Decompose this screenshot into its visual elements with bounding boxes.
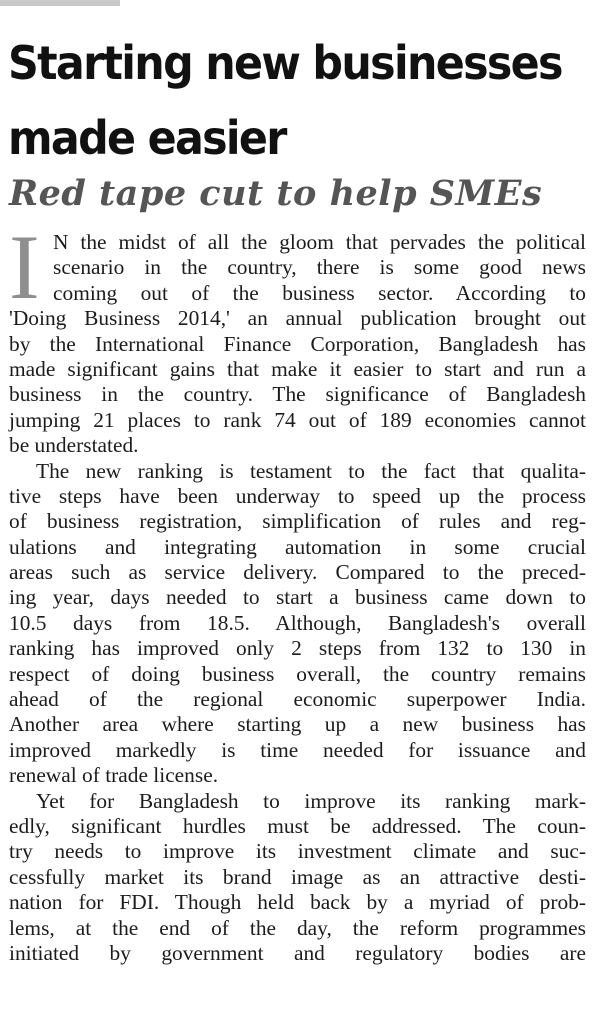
text-line: ranking has improved only 2 steps from 132 to 130 in	[9, 636, 586, 661]
drop-cap: I	[9, 216, 40, 318]
text-line: 'Doing Business 2014,' an annual publication brought out	[9, 306, 586, 331]
text-line: ulations and integrating automation in some crucial	[9, 534, 586, 559]
text-line: Another area where starting up a new business has	[9, 712, 586, 737]
text-line: scenario in the country, there is some good news	[53, 255, 586, 280]
text-line: 10.5 days from 18.5. Although, Bangladesh's overall	[9, 610, 586, 635]
headline-line: made easier	[8, 111, 286, 165]
text-line: try needs to improve its investment climate and suc-	[9, 839, 586, 864]
text-line: improved markedly is time needed for issuance and	[9, 737, 586, 762]
text-line: Yet for Bangladesh to improve its ranking mark-	[36, 788, 586, 813]
paragraph-3	[9, 789, 586, 967]
text-line: coming out of the business sector. According to	[53, 280, 586, 305]
text-line: ing year, days needed to start a business came down to	[9, 585, 586, 610]
text-line: by the International Finance Corporation, Bangladesh has	[9, 331, 586, 356]
text-line: be understated.	[9, 433, 139, 458]
text-line: The new ranking is testament to the fact that qualita-	[36, 458, 586, 483]
subheadline: Red tape cut to help SMEs	[9, 173, 543, 214]
top-rule	[0, 0, 120, 6]
text-line: ahead of the regional economic superpower India.	[9, 687, 586, 712]
text-line: lems, at the end of the day, the reform programmes	[9, 915, 586, 940]
text-line: renewal of trade license.	[9, 763, 219, 788]
text-line: tive steps have been underway to speed up the process	[9, 483, 586, 508]
text-line: areas such as service delivery. Compared to the preced-	[9, 560, 586, 585]
text-line: jumping 21 places to rank 74 out of 189 economies cannot	[9, 407, 586, 432]
text-line: made significant gains that make it easier to start and run a	[9, 356, 586, 381]
text-line: nation for FDI. Though held back by a myriad of prob-	[9, 890, 586, 915]
headline	[8, 26, 561, 176]
text-line: cessfully market its brand image as an attractive desti-	[9, 864, 586, 889]
text-line: N the midst of all the gloom that pervades the political	[53, 230, 586, 254]
text-line: initiated by government and regulatory bodies are	[9, 940, 586, 965]
headline-line: Starting new businesses	[8, 36, 562, 90]
text-line: respect of doing business overall, the country remains	[9, 661, 586, 686]
paragraph-1	[9, 216, 586, 459]
article-body	[9, 216, 586, 966]
text-line: of business registration, simplification of rules and reg-	[9, 509, 586, 534]
text-line: edly, significant hurdles must be addressed. The coun-	[9, 813, 586, 838]
text-line: business in the country. The significance of Bangladesh	[9, 382, 586, 407]
paragraph-2	[9, 459, 586, 789]
